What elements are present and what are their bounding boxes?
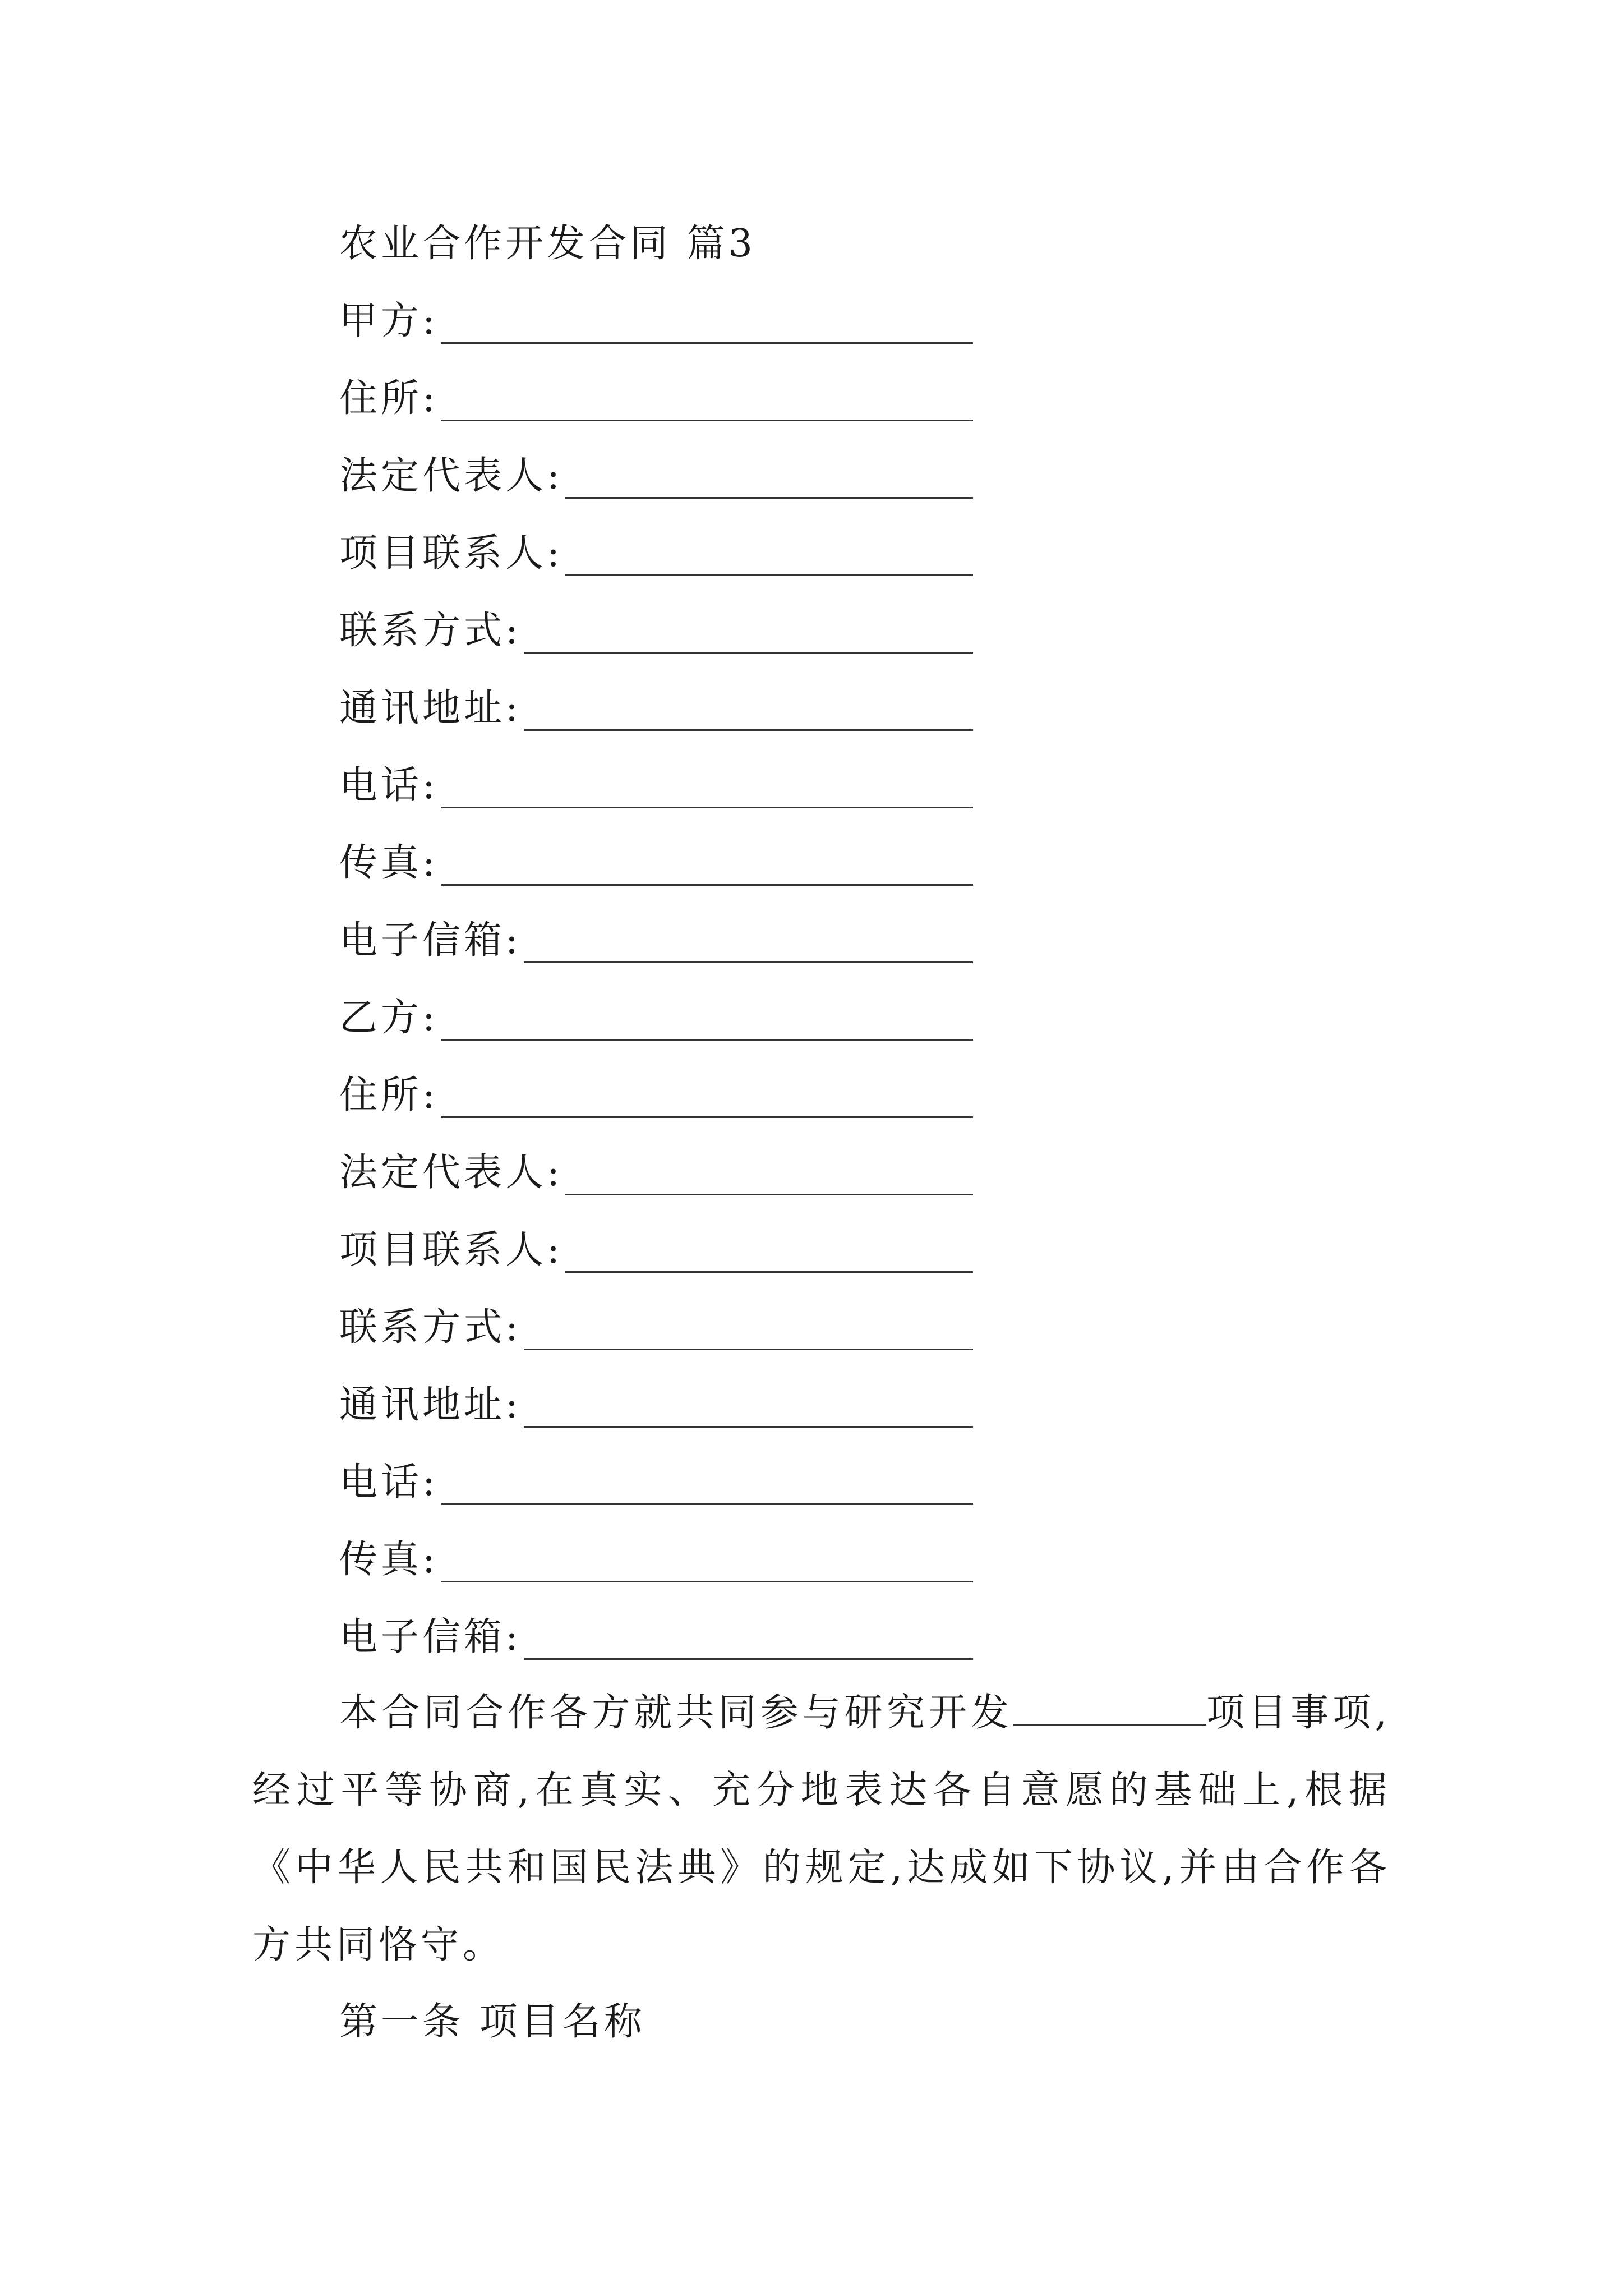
field-blank bbox=[441, 1084, 973, 1118]
party-a-address-field bbox=[339, 376, 973, 421]
party-a-phone-field bbox=[339, 763, 973, 808]
intro-text-part1: 本合同合作各方就共同参与研究开发 bbox=[339, 1691, 1013, 1735]
field-blank bbox=[524, 697, 973, 731]
party-b-heading-label: 乙方: bbox=[339, 996, 439, 1040]
field-label: 电话: bbox=[339, 763, 439, 808]
document-title: 农业合作开发合同 篇3 bbox=[339, 222, 756, 266]
field-blank bbox=[524, 929, 973, 963]
field-label: 联系方式: bbox=[339, 609, 522, 653]
project-name-blank bbox=[1013, 1695, 1206, 1726]
field-label: 电子信箱: bbox=[339, 1615, 522, 1659]
party-a-contact-method-field bbox=[339, 609, 973, 654]
party-b-contact-method-field bbox=[339, 1305, 973, 1350]
field-blank bbox=[441, 852, 973, 886]
field-blank bbox=[524, 1316, 973, 1350]
field-blank bbox=[441, 1548, 973, 1582]
article-1-heading: 第一条 项目名称 bbox=[339, 2000, 645, 2044]
party-b-address-field bbox=[339, 1073, 973, 1118]
party-a-name-blank bbox=[441, 310, 973, 344]
field-label: 电子信箱: bbox=[339, 918, 522, 963]
field-label: 住所: bbox=[339, 376, 439, 421]
field-label: 项目联系人: bbox=[339, 531, 563, 576]
party-b-legal-rep-field bbox=[339, 1151, 973, 1195]
field-label: 电话: bbox=[339, 1460, 439, 1504]
field-label: 法定代表人: bbox=[339, 454, 563, 498]
party-b-mailing-address-field bbox=[339, 1383, 973, 1428]
party-b-name-blank bbox=[441, 1006, 973, 1041]
party-b-contact-person-field bbox=[339, 1228, 973, 1273]
field-blank bbox=[565, 464, 973, 499]
party-b-fax-field bbox=[339, 1538, 973, 1582]
field-blank bbox=[565, 1239, 973, 1273]
field-blank bbox=[565, 1161, 973, 1195]
party-a-fax-field bbox=[339, 841, 973, 886]
field-label: 通讯地址: bbox=[339, 686, 522, 730]
field-label: 传真: bbox=[339, 1538, 439, 1582]
field-blank bbox=[524, 619, 973, 654]
field-label: 项目联系人: bbox=[339, 1228, 563, 1272]
party-a-email-field bbox=[339, 918, 973, 963]
field-blank bbox=[565, 542, 973, 576]
field-label: 通讯地址: bbox=[339, 1383, 522, 1427]
intro-text-part2: 项目事项,经过平等协商,在真实、充分地表达各自意愿的基础上,根据《中华人民共和国民法典》的规定,达成如下协议,并由合作各方共同恪守。 bbox=[252, 1691, 1391, 1967]
party-b-phone-field bbox=[339, 1460, 973, 1505]
field-blank bbox=[441, 774, 973, 808]
party-a-contact-person-field bbox=[339, 531, 973, 576]
field-blank bbox=[441, 387, 973, 421]
field-blank bbox=[524, 1393, 973, 1428]
intro-paragraph bbox=[252, 1674, 1391, 1984]
party-a-legal-rep-field bbox=[339, 454, 973, 499]
party-b-email-field bbox=[339, 1615, 973, 1660]
field-blank bbox=[441, 1471, 973, 1505]
party-a-mailing-address-field bbox=[339, 686, 973, 731]
party-a-heading-label: 甲方: bbox=[339, 299, 439, 343]
party-b-heading-field bbox=[339, 996, 973, 1041]
field-label: 法定代表人: bbox=[339, 1151, 563, 1195]
field-label: 传真: bbox=[339, 841, 439, 885]
field-label: 联系方式: bbox=[339, 1305, 522, 1350]
field-blank bbox=[524, 1626, 973, 1660]
party-a-heading-field bbox=[339, 299, 973, 344]
field-label: 住所: bbox=[339, 1073, 439, 1117]
